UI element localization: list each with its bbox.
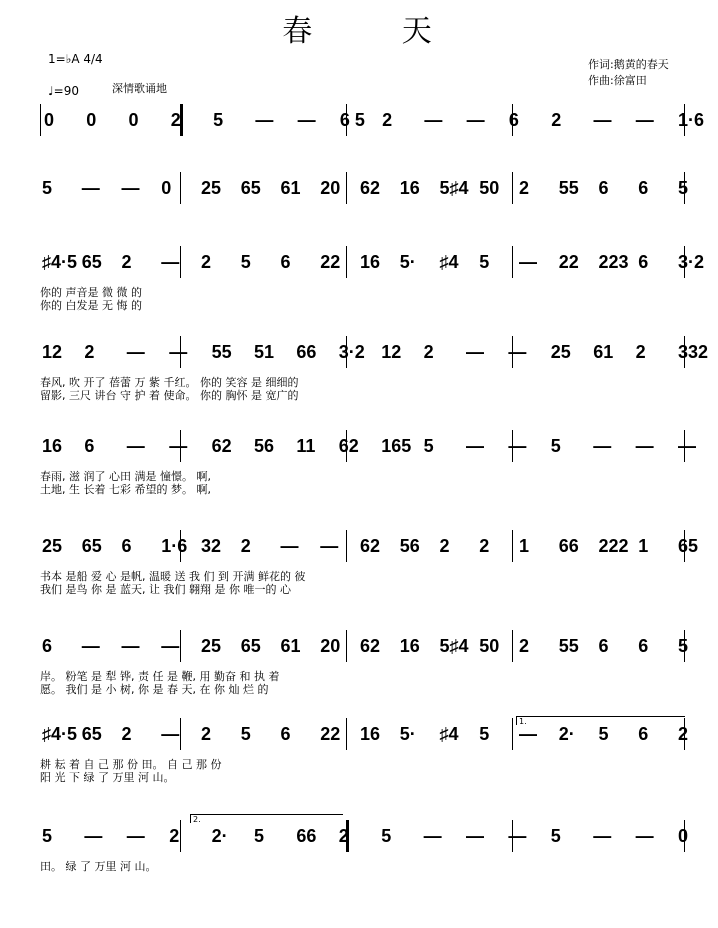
lyric-line: 留影, 三尺 讲台 守 护 着 使命。 你的 胸怀 是 宽广的 [40,389,299,402]
note: — [161,252,180,272]
lyric-line: 田。 绿 了 万里 河 山。 [40,860,157,873]
note: 2 [201,724,212,744]
note: — [466,110,485,130]
note: — [519,252,537,272]
note: — [84,826,103,846]
note: 61 [593,342,614,362]
note: — [423,826,442,846]
bar-line [512,530,513,562]
note: — [161,636,180,656]
bar-line [512,630,513,662]
note: — [126,826,145,846]
note: 1 [519,536,530,556]
note: 2 [551,110,562,130]
note: 61 [280,636,301,656]
note: ♯4·5 [42,724,78,744]
note: 25 [42,536,63,556]
note: — [169,436,188,456]
note: 62 [360,636,381,656]
note: 6 [508,110,519,130]
bar-line [346,718,347,750]
bar-line [180,246,181,278]
note: — [635,110,654,130]
note: 2 [635,342,646,362]
note: — [126,436,145,456]
note: 2 [423,342,434,362]
note: 65 [81,724,102,744]
note: 5 [479,724,490,744]
note: 5· [399,724,416,744]
note: — [169,342,188,362]
lyric-line: 土地, 生 长着 七彩 希望的 梦。 啊, [40,483,211,496]
bar-line [180,718,181,750]
note: 22 [320,252,341,272]
note: 6 5 [339,110,365,130]
note: 2 [170,110,181,130]
note: — [161,724,180,744]
lyric-line: 我们 是鸟 你 是 蓝天, 让 我们 翱翔 是 你 唯一的 心 [40,583,291,596]
note: 66 [296,826,317,846]
note: — [593,110,612,130]
note: 5 [240,252,251,272]
note: 6 [638,252,649,272]
note: 5 [678,636,689,656]
bar-line [180,172,181,204]
note: 5 [213,110,224,130]
note: 6 [84,436,95,456]
note: 20 [320,636,341,656]
note: 0 [161,178,172,198]
note: — [593,826,612,846]
note: 66 [296,342,317,362]
lyric-line: 耕 耘 着 自 己 那 份 田。 自 己 那 份 [40,758,222,771]
expression-marking: 深情歌诵地 [112,82,167,95]
note: 12 [42,342,63,362]
note: 62 [360,178,381,198]
note: 5 [550,436,561,456]
note: 11 [296,436,316,456]
note: — [255,110,274,130]
note: 55 [558,178,579,198]
note: 2 [678,724,689,744]
note: 56 [254,436,275,456]
note: 5 [381,826,392,846]
note: 223 [598,252,629,272]
note: 25 [550,342,571,362]
note: 32 [201,536,222,556]
note: 332 [678,342,709,362]
title-char-2: 天 [401,14,436,49]
note: ♯4 [439,724,459,744]
note: 55 [211,342,232,362]
note: 2 [479,536,490,556]
note: 25 [201,636,222,656]
note: 65 [240,178,261,198]
note: 16 [42,436,63,456]
note: 6 [598,178,609,198]
note: 0 [86,110,97,130]
note: 22 [320,724,341,744]
note: 1·6 [678,110,705,130]
note: 0 [128,110,139,130]
note: 5 [254,826,265,846]
note: 65 [240,636,261,656]
note: 25 [201,178,222,198]
note: 20 [320,178,341,198]
note: 51 [254,342,275,362]
note: 2 [84,342,95,362]
bar-line [346,630,347,662]
note: ♯4 [439,252,459,272]
note: — [508,342,527,362]
title-char-1: 春 [282,14,317,49]
note: 22 [558,252,579,272]
note: 5 [42,178,53,198]
lyricist-credit: 作词:鹅黄的春天 [588,58,669,71]
tempo-marking: ♩=90 [48,84,79,98]
note: 65 [678,536,699,556]
note: — [81,178,100,198]
note: — [280,536,299,556]
lyric-line: 春雨, 滋 润了 心田 满是 憧憬。 啊, [40,470,211,483]
bar-line [40,104,41,136]
note: ♯4·5 [42,252,78,272]
lyric-line: 阳 光 下 绿 了 万里 河 山。 [40,771,175,784]
note: — [424,110,443,130]
lyric-line: 书本 是船 爱 心 是帆, 温暖 送 我 们 到 开满 鲜花的 彼 [40,570,306,583]
note: 6 [598,636,609,656]
note: 1·6 [161,536,188,556]
lyric-line: 你的 声音是 微 微 的 [40,286,142,299]
note: 3·2 [338,342,365,362]
note: 5 [42,826,53,846]
note: 1 [638,536,649,556]
note: 5 [479,252,490,272]
note: 65 [81,536,102,556]
note: 66 [558,536,579,556]
note: — [466,826,484,846]
note: 16 [399,178,420,198]
bar-line [346,246,347,278]
note: — [466,342,484,362]
note: 2 [519,636,530,656]
note: 6 [638,178,649,198]
note: 165 [381,436,412,456]
bar-line [512,718,513,750]
note: 5 [678,178,689,198]
note: 2· [558,724,575,744]
song-title [0,6,718,50]
first-ending: 1. [516,716,685,725]
note: 5· [399,252,416,272]
note: 2 [240,536,251,556]
bar-line [180,630,181,662]
note: — [320,536,339,556]
note: 16 [360,724,381,744]
note: — [593,436,612,456]
note: 61 [280,178,301,198]
bar-line [346,530,347,562]
key-signature: 1=♭A 4/4 [48,52,103,66]
note: 65 [81,252,102,272]
note: 6 [280,252,291,272]
note: 2· [211,826,228,846]
bar-line [512,246,513,278]
lyric-line: 你的 白发是 无 悔 的 [40,299,142,312]
note: 16 [360,252,381,272]
note: 2 [201,252,212,272]
note: — [508,436,527,456]
note: — [121,636,140,656]
note: 222 [598,536,629,556]
note: 6 [638,636,649,656]
bar-line [512,172,513,204]
note: 5 [240,724,251,744]
note: 5 [598,724,609,744]
bar-line [346,172,347,204]
note: — [81,636,100,656]
note: 5 [423,436,434,456]
note: 56 [399,536,420,556]
note: 6 [121,536,132,556]
note: — [297,110,316,130]
note: 2 [121,252,132,272]
composer-credit: 作曲:徐富田 [588,74,647,87]
note: 6 [280,724,291,744]
note: 6 [638,724,649,744]
note: 6 [42,636,53,656]
lyric-line: 春风, 吹 开了 蓓蕾 万 紫 千红。 你的 笑容 是 细细的 [40,376,299,389]
note: 5♯4 [439,636,469,656]
lyric-line: 愿。 我们 是 小 树, 你 是 春 天, 在 你 灿 烂 的 [40,683,269,696]
bar-line [180,820,181,852]
note: 0 [678,826,689,846]
note: — [508,826,527,846]
note: 62 [338,436,359,456]
note: 16 [399,636,420,656]
note: 2 [439,536,450,556]
note: 2 [382,110,393,130]
note: 5♯4 [439,178,469,198]
note: — [121,178,140,198]
note: 62 [211,436,232,456]
note: — [635,826,654,846]
note: 3·2 [678,252,705,272]
second-ending: 2. [190,814,343,823]
note: — [678,436,696,456]
note: 0 [44,110,55,130]
note: 55 [558,636,579,656]
lyric-line: 岸。 粉笔 是 犁 铧, 责 任 是 鞭, 用 勤奋 和 执 着 [40,670,280,683]
note: 12 [381,342,402,362]
note: 5 [550,826,561,846]
note: 2 [338,826,349,846]
note: 62 [360,536,381,556]
note: — [635,436,654,456]
note: 2 [121,724,132,744]
note: 50 [479,636,500,656]
note: — [126,342,145,362]
note: — [519,724,537,744]
note: — [466,436,484,456]
note: 50 [479,178,500,198]
note: 2 [519,178,530,198]
note: 2 [169,826,180,846]
